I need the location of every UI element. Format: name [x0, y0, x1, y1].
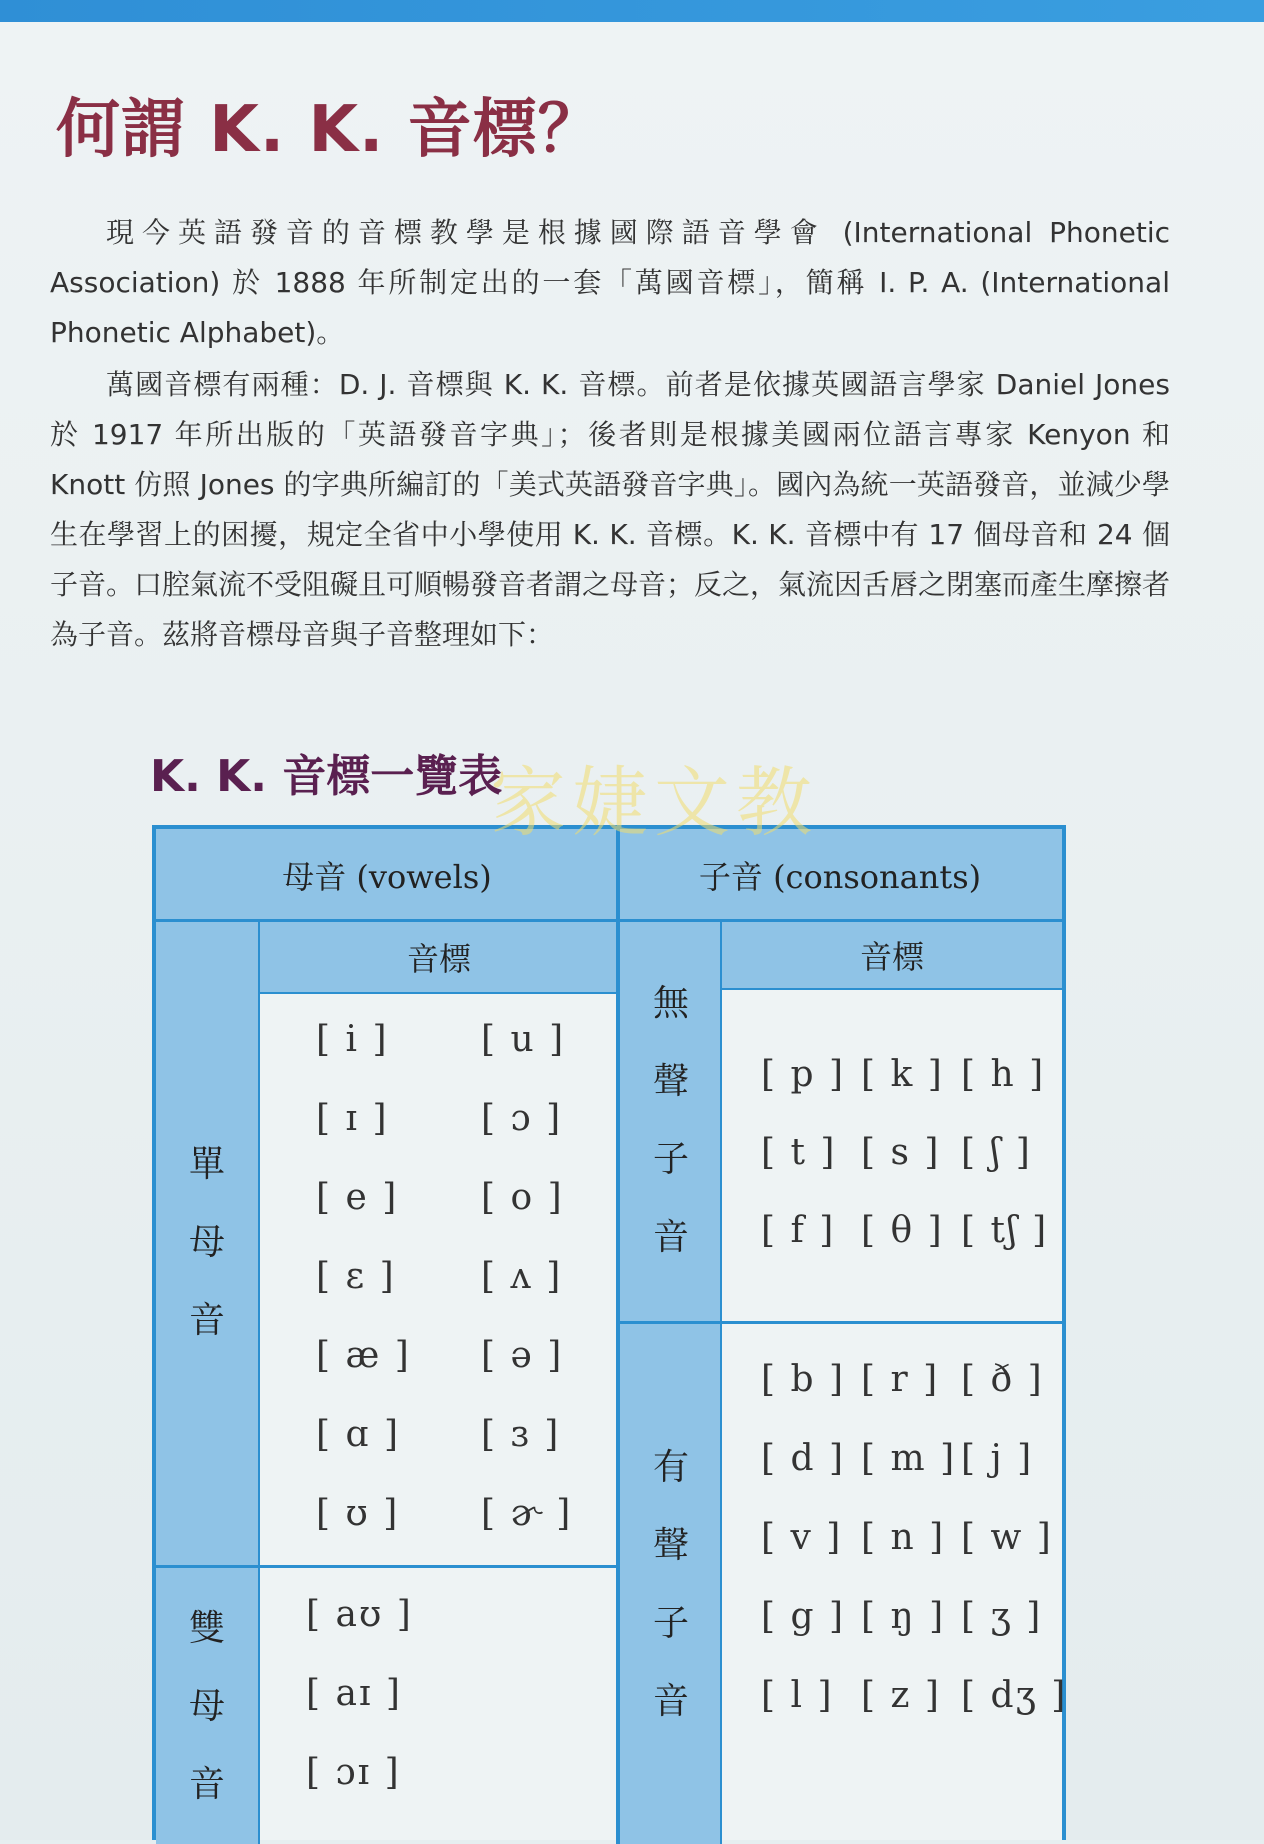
phonetic-symbol: [ o ]: [481, 1177, 564, 1218]
phonetic-symbol: [ w ]: [961, 1517, 1053, 1558]
vertical-label-char: 音: [188, 1300, 225, 1341]
vertical-label-char: 子: [652, 1139, 689, 1180]
vowel-label-divider: [258, 921, 260, 1844]
kk-phonetic-table: [152, 825, 1066, 1840]
phonetic-symbol: [ aʊ ]: [306, 1594, 413, 1635]
intro-paragraph-2: 萬國音標有兩種：D. J. 音標與 K. K. 音標。前者是依據英國語言學家 Daniel Jones 於 1917 年所出版的「英語發音字典」；後者則是根據美國兩位語言專家 Kenyon 和 Knott 仿照 Jones 的字典所編訂的「美式英語發音字典」。國內為統一英語發音，並減少學生在學習上的困擾，規定全省中小學使用 K. K. 音標。K. K. 音標中有 17 個母音和 24 個子音。口腔氣流不受阻礙且可順暢發音者謂之母音；反之，氣流因舌唇之閉塞而產生摩擦者為子音。茲將音標母音與子音整理如下：: [50, 368, 1171, 651]
voiced-label: [620, 1325, 722, 1844]
center-divider: [616, 829, 620, 1844]
watermark: 家婕文教: [490, 758, 818, 847]
mono-diph-divider: [156, 1565, 616, 1568]
phonetic-symbol: [ tʃ ]: [961, 1210, 1049, 1251]
phonetic-symbol: [ t ]: [761, 1132, 837, 1173]
vertical-label-char: 無: [652, 983, 689, 1024]
header-divider: [156, 919, 1062, 922]
monophthong-label: [156, 921, 258, 1565]
phonetic-symbol: [ ɑ ]: [316, 1414, 401, 1455]
consonant-subheader-divider: [722, 988, 1062, 990]
section-title: K. K. 音標一覽表: [150, 751, 503, 802]
vertical-label-char: 音: [652, 1680, 689, 1722]
vertical-label-char: 單: [188, 1144, 225, 1185]
vertical-label-char: 音: [652, 1217, 689, 1258]
phonetic-symbol: [ ɜ ]: [481, 1414, 561, 1455]
phonetic-symbol: [ z ]: [861, 1675, 941, 1716]
vertical-label-char: 雙: [188, 1607, 225, 1649]
top-color-bar: [0, 0, 1264, 22]
phonetic-symbol: [ ŋ ]: [861, 1596, 946, 1637]
phonetic-symbol: [ h ]: [961, 1054, 1046, 1095]
vertical-label-char: 音: [188, 1763, 225, 1805]
vertical-label-char: 有: [652, 1446, 689, 1488]
phonetic-symbol: [ ʊ ]: [316, 1493, 400, 1534]
phonetic-symbol: [ ð ]: [961, 1359, 1044, 1400]
intro-paragraph-1: 現今英語發音的音標教學是根據國際語音學會 (International Phonetic Association) 於 1888 年所制定出的一套「萬國音標」，簡稱 I. P. A. (International Phonetic Alphabet)。: [50, 216, 1170, 349]
phonetic-symbol: [ s ]: [861, 1132, 941, 1173]
phonetic-symbol: [ l ]: [761, 1675, 834, 1716]
phonetic-symbol: [ ɚ ]: [481, 1493, 573, 1534]
phonetic-symbol: [ ɔ ]: [481, 1098, 563, 1139]
phonetic-symbol: [ ʌ ]: [481, 1256, 563, 1297]
phonetic-symbol: [ u ]: [481, 1019, 566, 1060]
phonetic-symbol: [ aɪ ]: [306, 1673, 402, 1714]
phonetic-symbol: [ n ]: [861, 1517, 946, 1558]
phonetic-symbol: [ æ ]: [316, 1335, 411, 1376]
phonetic-symbol: [ k ]: [861, 1054, 944, 1095]
voiceless-voiced-divider: [620, 1321, 1062, 1324]
phonetic-symbol: [ b ]: [761, 1359, 846, 1400]
phonetic-symbol: [ i ]: [316, 1019, 389, 1060]
consonant-label-divider: [720, 921, 722, 1844]
voiceless-label: [620, 921, 722, 1321]
vowel-symbol-header: 音標: [260, 921, 618, 993]
phonetic-symbol: [ ə ]: [481, 1335, 564, 1376]
phonetic-symbol: [ ɔɪ ]: [306, 1752, 401, 1793]
phonetic-symbol: [ g ]: [761, 1596, 846, 1637]
consonants-header: 子音 (consonants): [618, 829, 1062, 921]
page-title: 何謂 K. K. 音標？: [56, 93, 603, 167]
phonetic-symbol: [ ɪ ]: [316, 1098, 389, 1139]
phonetic-symbol: [ θ ]: [861, 1210, 944, 1251]
vertical-label-char: 母: [188, 1685, 225, 1727]
phonetic-symbol: [ j ]: [961, 1438, 1034, 1479]
consonant-symbol-header: 音標: [722, 921, 1062, 989]
vowel-subheader-divider: [260, 992, 616, 994]
phonetic-symbol: [ m ]: [861, 1438, 957, 1479]
diphthong-label: [156, 1569, 258, 1844]
vertical-label-char: 母: [188, 1222, 225, 1263]
vowels-header: 母音 (vowels): [156, 829, 618, 921]
phonetic-symbol: [ ʒ ]: [961, 1596, 1043, 1637]
phonetic-symbol: [ ɛ ]: [316, 1256, 396, 1297]
phonetic-symbol: [ p ]: [761, 1054, 846, 1095]
vertical-label-char: 聲: [652, 1524, 689, 1566]
phonetic-symbol: [ dʒ ]: [961, 1675, 1068, 1716]
phonetic-symbol: [ r ]: [861, 1359, 940, 1400]
phonetic-symbol: [ d ]: [761, 1438, 846, 1479]
vertical-label-char: 聲: [652, 1061, 689, 1102]
vertical-label-char: 子: [652, 1602, 689, 1644]
phonetic-symbol: [ f ]: [761, 1210, 836, 1251]
phonetic-symbol: [ ʃ ]: [961, 1132, 1032, 1173]
phonetic-symbol: [ v ]: [761, 1517, 843, 1558]
phonetic-symbol: [ e ]: [316, 1177, 399, 1218]
